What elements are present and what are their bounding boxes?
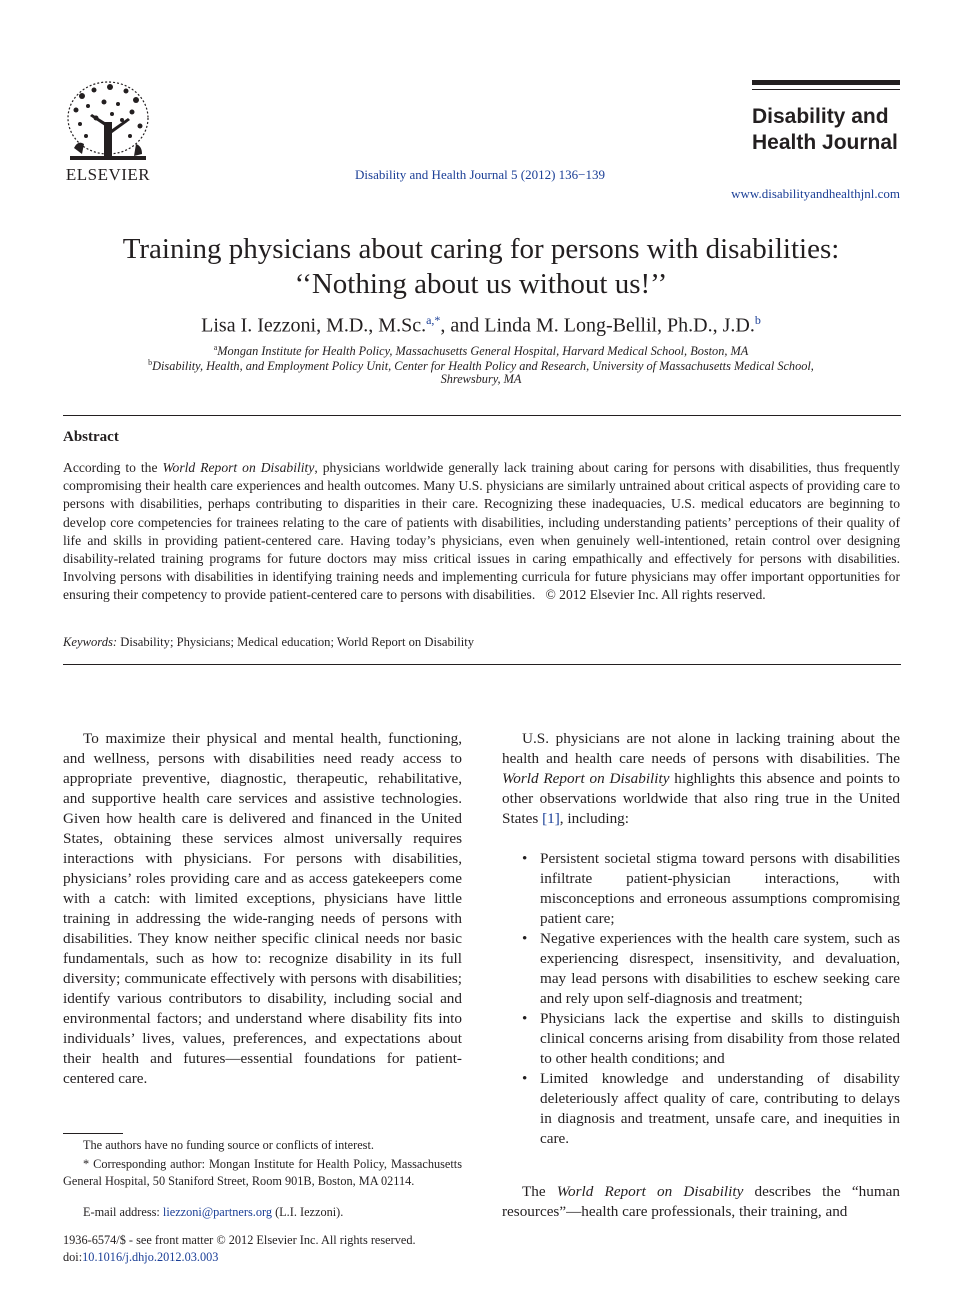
- abstract-bottom-rule: [63, 664, 901, 665]
- article-title: [60, 232, 902, 302]
- list-item: [522, 1009, 900, 1069]
- abstract-text-start: According to the: [63, 460, 163, 475]
- affiliation-b-text-line1: Disability, Health, and Employment Policy Unit, Center for Health Policy and Research, University of Massachusetts Medical School,: [152, 359, 814, 374]
- affiliation-a-text: Mongan Institute for Health Policy, Massachusetts General Hospital, Harvard Medical School, Boston, MA: [217, 344, 749, 359]
- right-final-rest: describes the “human resources”—health care professionals, their training, and: [502, 1183, 900, 1220]
- bullet-list: [522, 849, 900, 1149]
- list-item-text: Physicians lack the expertise and skills to distinguish clinical concerns arising from disability from those related to other health conditions; and: [540, 1010, 900, 1067]
- email-link[interactable]: liezzoni@partners.org: [162, 1205, 272, 1219]
- right-intro-report-title: World Report on Disability: [502, 770, 670, 787]
- right-final-paragraph: [502, 1182, 900, 1222]
- author-2-affiliation-link[interactable]: b: [754, 313, 761, 327]
- list-item: [522, 1069, 900, 1149]
- masthead-rule-thin: [752, 89, 900, 90]
- footnote-rule: [63, 1133, 123, 1134]
- author-2: , and Linda M. Long-Bellil, Ph.D., J.D.: [440, 314, 755, 337]
- funding-footnote: The authors have no funding source or conflicts of interest.: [83, 1138, 374, 1152]
- bullet-icon: •: [522, 850, 528, 867]
- publisher-name: ELSEVIER: [65, 165, 151, 184]
- right-intro-end: , including:: [559, 810, 629, 827]
- bullet-icon: •: [522, 1070, 528, 1087]
- keywords-label: Keywords:: [63, 635, 118, 649]
- intro-paragraph: To maximize their physical and mental health, functioning, and wellness, persons with disabilities need ready access to appropriate preventive, diagnostic, therapeutic, rehabilitative, and supportive health care services and assistive technologies. Given how health care is delivered and financed in the United States, obtaining these services almost universally requires interactions with physicians. For persons with disabilities, physicians’ roles providing care and as access gatekeepers come with a catch: with limited exceptions, physicians have little training in addressing the wide-ranging needs of persons with disabilities. They know neither specific clinical needs nor basic fundamentals, such as how to: recognize disability in its full diversity; communicate effectively with persons with disabilities; identify various contributors to disability, including social and environmental factors; and understand where disability fits into individuals’ lives, values, preferences, and expectations about their health and futures—essential foundations for patient-centered care.: [63, 730, 462, 1087]
- abstract-heading: Abstract: [63, 429, 119, 445]
- elsevier-tree-icon: [60, 78, 156, 184]
- body-right-intro: [502, 729, 900, 829]
- author-list: [60, 307, 902, 339]
- article-title-line2: ‘‘Nothing about us without us!’’: [294, 268, 668, 300]
- abstract-top-rule: [63, 415, 901, 416]
- article-title-line1: Training physicians about caring for persons with disabilities:: [122, 233, 840, 265]
- masthead-rule: [752, 80, 900, 85]
- list-item: [522, 849, 900, 929]
- corresponding-author-footnote: * Corresponding author: Mongan Institute for Health Policy, Massachusetts General Hospital, 50 Staniford Street, Room 901B, Boston, MA 02114.: [63, 1157, 462, 1188]
- doi-label: doi:: [63, 1250, 83, 1264]
- right-final-report-title: World Report on Disability: [556, 1183, 744, 1200]
- abstract-report-title: World Report on Disability: [162, 460, 315, 475]
- list-item-text: Negative experiences with the health care system, such as experiencing disrespect, insensitivity, and devaluation, may lead persons with disabilities to eschew seeking care and rely upon self-diagnosis and treatment;: [540, 930, 900, 1007]
- keywords: [63, 635, 474, 650]
- doi-link[interactable]: 10.1016/j.dhjo.2012.03.003: [82, 1250, 219, 1264]
- journal-citation[interactable]: Disability and Health Journal 5 (2012) 136−139: [355, 167, 605, 182]
- journal-brand: [752, 104, 912, 156]
- keywords-list: Disability; Physicians; Medical education; World Report on Disability: [120, 635, 475, 649]
- journal-url-link[interactable]: www.disabilityandhealthjnl.com: [731, 186, 900, 201]
- right-intro-paragraph: [502, 729, 900, 829]
- list-item: [522, 929, 900, 1009]
- email-owner: (L.I. Iezzoni).: [272, 1205, 344, 1219]
- elsevier-logo: [60, 78, 156, 184]
- affiliation-b-label: b: [148, 358, 153, 367]
- journal-brand-line1: Disability and: [752, 105, 889, 128]
- doi-line: [63, 1249, 462, 1266]
- right-intro-middle: highlights this absence and points to other observations worldwide that also ring true in the United States: [502, 770, 900, 827]
- bullet-icon: •: [522, 930, 528, 947]
- issn-line: 1936-6574/$ - see front matter © 2012 Elsevier Inc. All rights reserved.: [63, 1233, 416, 1247]
- right-intro-start: U.S. physicians are not alone in lacking training about the health and health care needs of persons with disabilities. The: [502, 730, 900, 767]
- abstract-text: [63, 459, 900, 605]
- right-final-start: The: [522, 1183, 557, 1200]
- email-label: E-mail address:: [83, 1205, 163, 1219]
- journal-brand-line2: Health Journal: [752, 131, 898, 154]
- affiliation-b-line2: Shrewsbury, MA: [440, 372, 522, 386]
- body-left-column: [63, 729, 462, 1089]
- body-right-final: [502, 1182, 900, 1222]
- email-footnote: [63, 1204, 462, 1221]
- bullet-icon: •: [522, 1010, 528, 1027]
- list-item-text: Persistent societal stigma toward persons with disabilities infiltrate patient-physician interactions, with misconceptions and erroneous assumptions compromising patient care;: [540, 850, 900, 927]
- abstract-copyright: © 2012 Elsevier Inc. All rights reserved.: [545, 587, 766, 603]
- affiliation-a-label: a: [213, 343, 218, 352]
- list-item-text: Limited knowledge and understanding of disability deleteriously affect quality of care, contributing to delays in diagnosis and treatment, unsafe care, and inequities in care.: [540, 1070, 900, 1147]
- reference-1-link[interactable]: [1]: [542, 810, 560, 827]
- author-1-affiliation-link[interactable]: a,*: [426, 313, 441, 327]
- author-1: Lisa I. Iezzoni, M.D., M.Sc.: [201, 314, 427, 337]
- abstract-text-rest: , physicians worldwide generally lack training about caring for persons with disabilities, thus frequently compromising their health care experiences and health outcomes. Many U.S. physicians are similarly untrained about critical aspects of providing care to persons with disabilities, perhaps contributing to disparities in their care. Recognizing these inadequacies, U.S. medical educators are beginning to develop core competencies for trainees relating to the care of patients with disabilities, including understanding patients’ perceptions of their quality of life and skills in providing patient-centered care. Having today’s physicians, even when genuinely well-intentioned, retain control over designing disability-related training programs for future doctors may miss critical issues in caring empathically and effectively for persons with disabilities. Involving persons with disabilities in identifying training needs and implementing curricula for future physicians may offer important opportunities for ensuring their competency to provide patient-centered care to persons with disabilities.: [63, 460, 900, 603]
